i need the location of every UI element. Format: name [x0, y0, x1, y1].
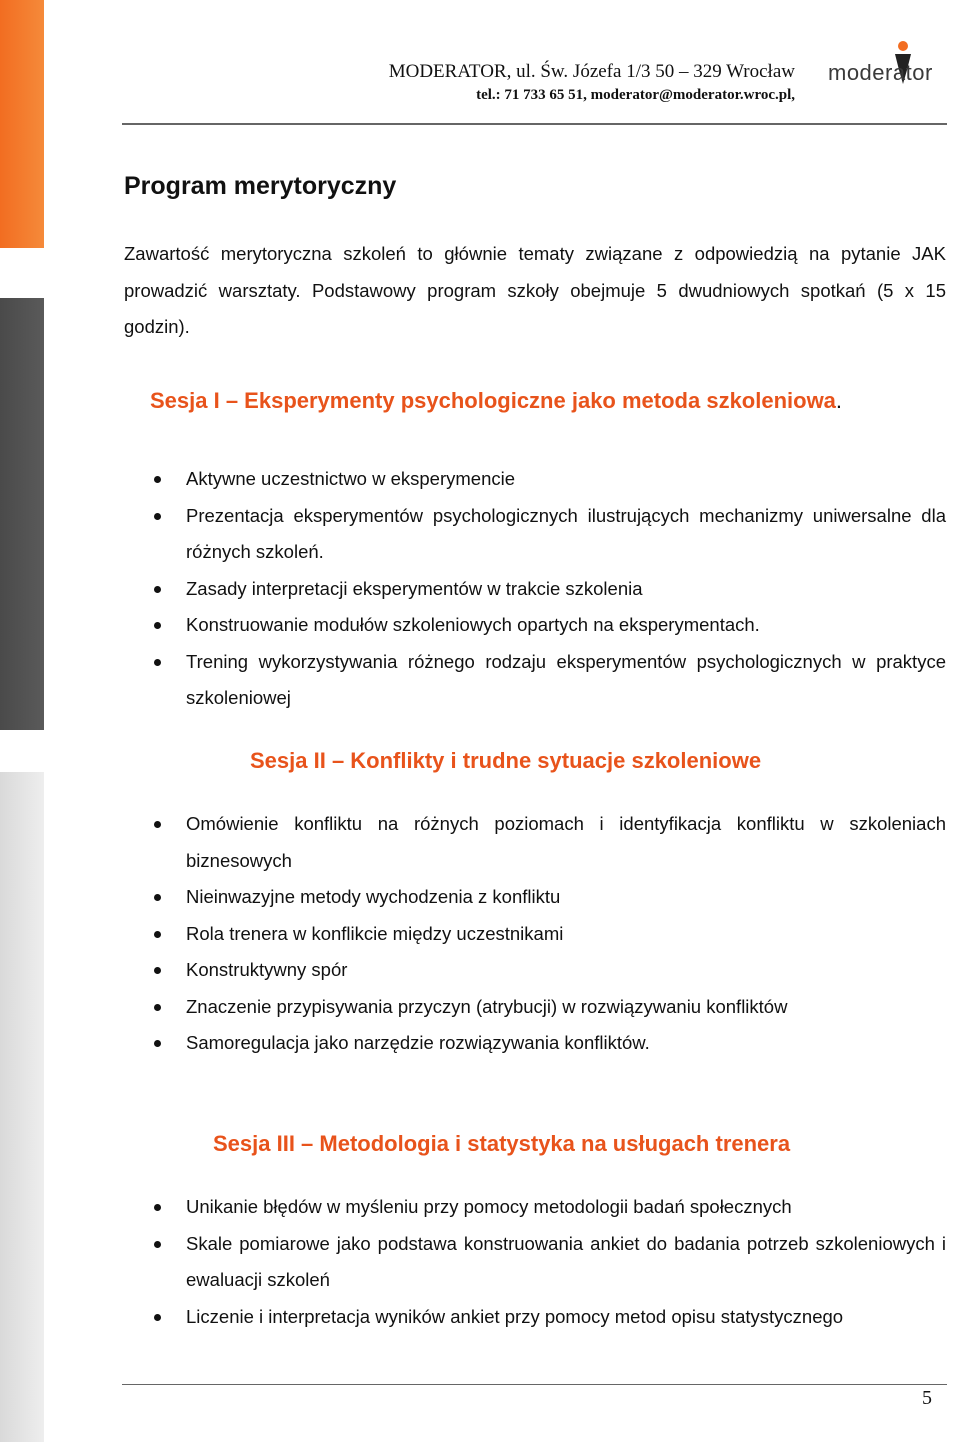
- list-item-text: Znaczenie przypisywania przyczyn (atrybucji) w rozwiązywaniu konfliktów: [186, 995, 788, 1017]
- bullet-icon: [154, 967, 161, 974]
- footer-divider: [122, 1384, 947, 1385]
- list-item-text: Nieinwazyjne metody wychodzenia z konfliktu: [186, 886, 561, 907]
- bullet-icon: [154, 894, 161, 901]
- bullet-icon: [154, 1241, 161, 1248]
- list-item-text: Liczenie i interpretacja wyników ankiet przy pomocy metod opisu statystycznego: [186, 1305, 844, 1327]
- list-item-text: Zasady interpretacji eksperymentów w trakcie szkolenia: [186, 577, 643, 599]
- session-2-list: [150, 806, 946, 1062]
- session-1-heading-suffix: .: [835, 388, 843, 413]
- bullet-icon: [154, 1314, 161, 1321]
- list-item-text: Konstruowanie modułów szkoleniowych opartych na eksperymentach.: [186, 614, 760, 635]
- list-item-text: Rola trenera w konflikcie między uczestnikami: [186, 922, 564, 944]
- page-number: 5: [922, 1387, 932, 1409]
- session-3-heading: Sesja III – Metodologia i statystyka na usługach trenera: [213, 1131, 791, 1156]
- list-item: [150, 607, 946, 644]
- header-divider: [122, 123, 947, 125]
- list-item-text: Prezentacja eksperymentów psychologicznych ilustrujących mechanizmy uniwersalne dla różnych szkoleń.: [186, 504, 946, 562]
- page-title: Program merytoryczny: [124, 172, 397, 200]
- list-item: [150, 1299, 946, 1336]
- bullet-icon: [154, 1204, 161, 1211]
- list-item-text: Konstruktywny spór: [186, 959, 348, 980]
- list-item: [150, 571, 946, 608]
- list-item: [150, 916, 946, 953]
- bullet-icon: [154, 659, 161, 666]
- session-1-heading: [150, 388, 842, 414]
- intro-paragraph: Zawartość merytoryczna szkoleń to głównie tematy związane z odpowiedzią na pytanie JAK prowadzić warsztaty. Podstawowy program szkoły obejmuje 5 dwudniowych spotkań (5 x 15 godzin).: [124, 243, 946, 337]
- dark-side-bar: [0, 298, 44, 730]
- list-item-text: Skale pomiarowe jako podstawa konstruowania ankiet do badania potrzeb szkoleniowych i ewaluacji szkoleń: [186, 1232, 946, 1290]
- session-3-list: [150, 1189, 946, 1335]
- header-address: MODERATOR, ul. Św. Józefa 1/3 50 – 329 Wrocław: [388, 61, 795, 82]
- moderator-logo: [820, 38, 952, 96]
- list-item: [150, 879, 946, 916]
- list-item-text: Aktywne uczestnictwo w eksperymencie: [186, 468, 516, 489]
- list-item-text: Omówienie konfliktu na różnych poziomach i identyfikacja konfliktu w szkoleniach biznesowych: [186, 813, 946, 871]
- bullet-icon: [154, 931, 161, 938]
- header-contact: tel.: 71 733 65 51, moderator@moderator.wroc.pl,: [476, 87, 795, 103]
- list-item-text: Samoregulacja jako narzędzie rozwiązywania konfliktów.: [186, 1032, 650, 1053]
- session-2-heading: Sesja II – Konflikty i trudne sytuacje szkoleniowe: [250, 748, 762, 773]
- bullet-icon: [154, 476, 161, 483]
- grey-side-bar: [0, 772, 44, 1442]
- list-item: [150, 461, 946, 498]
- bullet-icon: [154, 1040, 161, 1047]
- bullet-icon: [154, 622, 161, 629]
- list-item: [150, 952, 946, 989]
- orange-side-bar: [0, 0, 44, 248]
- bullet-icon: [154, 586, 161, 593]
- page-header: [240, 60, 795, 106]
- list-item-text: Trening wykorzystywania różnego rodzaju eksperymentów psychologicznych w praktyce szkoleniowej: [186, 650, 946, 708]
- logo-text: moderator: [828, 60, 933, 85]
- list-item: [150, 1226, 946, 1299]
- list-item: [150, 989, 946, 1026]
- bullet-icon: [154, 1004, 161, 1011]
- list-item: [150, 1025, 946, 1062]
- session-1-list: [150, 461, 946, 717]
- bullet-icon: [154, 821, 161, 828]
- list-item: [150, 644, 946, 717]
- list-item: [150, 806, 946, 879]
- list-item: [150, 1189, 946, 1226]
- list-item-text: Unikanie błędów w myśleniu przy pomocy metodologii badań społecznych: [186, 1196, 792, 1217]
- session-1-heading-text: Sesja I – Eksperymenty psychologiczne jako metoda szkoleniowa: [150, 388, 836, 413]
- list-item: [150, 498, 946, 571]
- bullet-icon: [154, 513, 161, 520]
